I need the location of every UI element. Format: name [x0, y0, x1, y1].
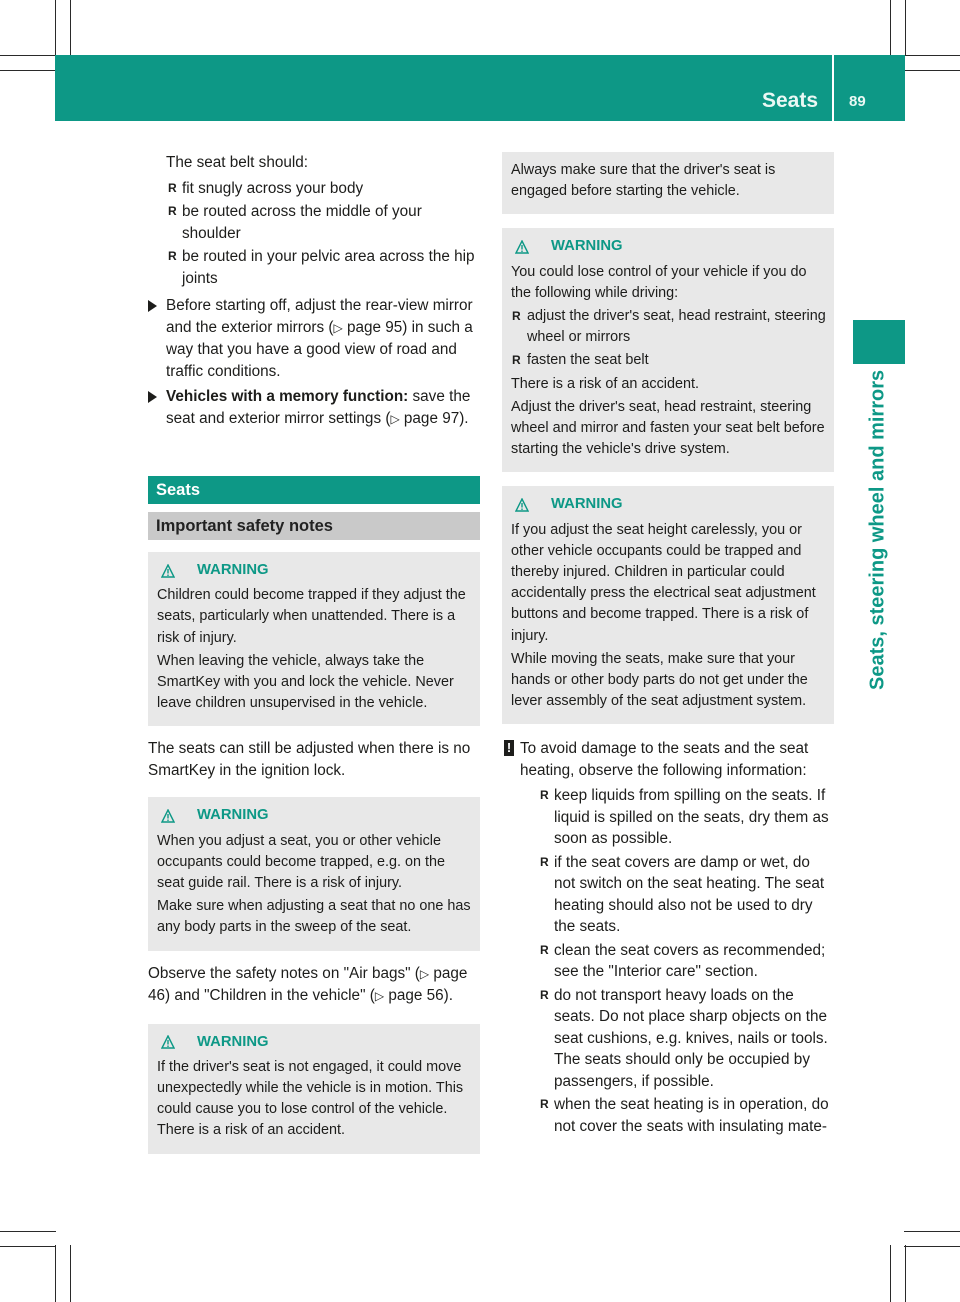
info-box: [502, 152, 834, 214]
crop-mark: [904, 55, 960, 56]
instruction-step: Before starting off, adjust the rear-view mirror and the exterior mirrors (▷ page 95) in such a way that you have a good view of road and traffic conditions.: [148, 295, 480, 382]
warning-header: [157, 805, 472, 826]
page-link[interactable]: page 56).: [384, 987, 453, 1005]
warning-text: If you adjust the seat height carelessly, you or other vehicle occupants could be trapped and thereby injured. Children in particular could accidentally press the electrical seat adjustment buttons and become trapped. There is a risk of injury.: [511, 521, 816, 644]
step-bold-label: Vehicles with a memory function:: [166, 388, 409, 405]
notice-text: To avoid damage to the seats and the seat heating, observe the following information:: [520, 740, 809, 779]
info-text: Always make sure that the driver's seat is engaged before starting the vehicle.: [511, 162, 776, 200]
crop-mark: [55, 1245, 56, 1302]
warning-text: When you adjust a seat, you or other vehicle occupants could become trapped, e.g. on the seat guide rail. There is a risk of injury.: [157, 832, 446, 892]
chapter-label: Seats, steering wheel and mirrors: [866, 370, 889, 691]
warning-label: WARNING: [551, 496, 623, 513]
crop-mark: [0, 55, 56, 56]
notice-bullet-list: [520, 785, 834, 1137]
left-column: [148, 152, 480, 1154]
crop-mark: [904, 1246, 960, 1247]
warning-label: WARNING: [551, 238, 623, 255]
header-separator: [832, 55, 834, 121]
warning-triangle-icon: [515, 498, 529, 512]
warning-triangle-icon: [515, 240, 529, 254]
crop-mark: [904, 70, 960, 71]
warning-header: [157, 560, 472, 581]
arrow-right-icon: [148, 391, 157, 403]
intro-text: The seat belt should:: [166, 154, 309, 171]
crop-mark: [55, 0, 56, 56]
warning-header: [157, 1032, 472, 1053]
warning-bullet-list: [511, 306, 826, 372]
list-item: R be routed in your pelvic area across the hip joints: [182, 246, 480, 289]
list-item: R adjust the driver's seat, head restraint, steering wheel or mirrors: [527, 306, 826, 348]
page-ref-icon: ▷: [374, 989, 385, 1004]
page-ref-icon: ▷: [333, 320, 343, 335]
warning-label: WARNING: [197, 1033, 269, 1050]
page-ref-icon: ▷: [419, 966, 430, 981]
list-item: R keep liquids from spilling on the seats. If liquid is spilled on the seats, dry them as soon as possible.: [554, 785, 834, 850]
body-paragraph: The seats can still be adjusted when there is no SmartKey in the ignition lock.: [148, 740, 471, 779]
warning-text: You could lose control of your vehicle if you do the following while driving:: [511, 263, 807, 301]
arrow-right-icon: [148, 300, 157, 312]
list-item: R do not transport heavy loads on the seats. Do not place sharp objects on the seat cushions, e.g. knives, nails or tools. The seats should only be occupied by passengers, if possible.: [554, 985, 834, 1093]
crop-mark: [0, 1231, 56, 1232]
list-item: R fit snugly across your body: [182, 178, 480, 200]
crop-mark: [890, 1245, 891, 1302]
warning-triangle-icon: [161, 564, 175, 578]
crop-mark: [70, 1245, 71, 1302]
warning-text: While moving the seats, make sure that your hands or other body parts do not get under the lever assembly of the seat adjustment system.: [511, 650, 808, 710]
warning-box: [502, 486, 834, 724]
warning-header: [511, 494, 826, 515]
crop-mark: [905, 1245, 906, 1302]
warning-text: Adjust the driver's seat, head restraint, steering wheel and mirror and fasten your seat belt before starting the vehicle's drive system.: [511, 398, 825, 458]
warning-box: [148, 1024, 480, 1154]
instruction-step: Vehicles with a memory function: save the seat and exterior mirror settings (▷ page 97).: [148, 386, 480, 430]
warning-text: If the driver's seat is not engaged, it could move unexpectedly while the vehicle is in motion. This could cause you to lose control of the vehicle. There is a risk of an accident.: [157, 1058, 464, 1139]
page-ref-icon: ▷: [390, 411, 400, 426]
warning-header: [511, 236, 826, 257]
warning-box: [502, 228, 834, 472]
subheading: Important safety notes: [148, 512, 480, 540]
warning-triangle-icon: [161, 809, 175, 823]
section-title: Seats: [762, 89, 819, 112]
warning-box: [148, 797, 480, 950]
body-paragraph: Observe the safety notes on "Air bags" (▷ page 46) and "Children in the vehicle" (▷ page 56).: [148, 964, 468, 1005]
warning-box: [148, 552, 480, 726]
crop-mark: [904, 1231, 960, 1232]
warning-triangle-icon: [161, 1035, 175, 1049]
damage-notice: [502, 738, 834, 1137]
warning-label: WARNING: [197, 807, 269, 824]
belt-bullet-list: [148, 178, 480, 290]
page-number: 89: [849, 93, 866, 110]
crop-mark: [0, 70, 56, 71]
list-item: R when the seat heating is in operation, do not cover the seats with insulating mate-: [554, 1094, 834, 1137]
page-link[interactable]: page 46) and "Children in the vehicle" (: [148, 964, 468, 1005]
section-heading: Seats: [148, 476, 480, 504]
list-item: R be routed across the middle of your shoulder: [182, 201, 480, 244]
right-column: [502, 152, 834, 1143]
warning-text: Children could become trapped if they adjust the seats, particularly when unattended. There is a risk of injury.: [157, 587, 466, 646]
crop-mark: [905, 0, 906, 56]
warning-text: When leaving the vehicle, always take the SmartKey with you and lock the vehicle. Never leave children unsupervised in the vehicle.: [157, 652, 454, 712]
crop-mark: [70, 0, 71, 56]
page-link[interactable]: page 97).: [399, 409, 469, 427]
crop-mark: [0, 1246, 56, 1247]
list-item: R if the seat covers are damp or wet, do not switch on the seat heating. The seat heating should also not be used to dry the seats.: [554, 852, 834, 938]
exclamation-icon: !: [504, 740, 514, 756]
list-item: R fasten the seat belt: [527, 350, 826, 371]
warning-text: Make sure when adjusting a seat that no one has any body parts in the sweep of the seat.: [157, 898, 471, 936]
list-item: R clean the seat covers as recommended; see the "Interior care" section.: [554, 940, 834, 983]
chapter-tab: [853, 320, 905, 364]
page-link[interactable]: page 95) in such a way that you have a good view of road and traffic conditions.: [166, 318, 473, 380]
crop-mark: [890, 0, 891, 56]
warning-text: There is a risk of an accident.: [511, 375, 699, 392]
warning-label: WARNING: [197, 562, 269, 578]
